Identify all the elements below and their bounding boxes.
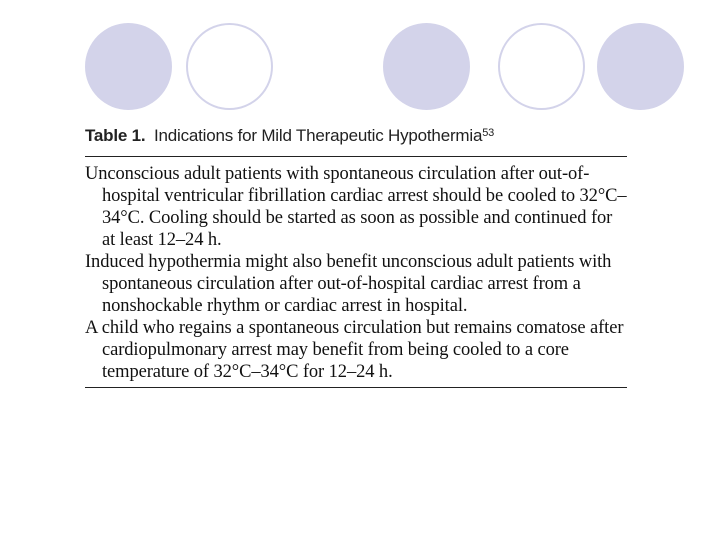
filled-circle [85, 23, 172, 110]
filled-circle [383, 23, 470, 110]
bottom-rule [85, 387, 627, 388]
table-label: Table 1. [85, 126, 146, 145]
table-caption [85, 125, 627, 147]
indication-list [85, 157, 627, 387]
outline-circle [186, 23, 273, 110]
outline-circle [498, 23, 585, 110]
indication-adult-nonshockable: Induced hypothermia might also benefit unconscious adult patients with spontaneous circulation after out-of-hospital cardiac arrest from a nonshockable rhythm or cardiac arrest in hospital. [85, 252, 612, 316]
indication-child: A child who regains a spontaneous circulation but remains comatose after cardiopulmonary arrest may benefit from being cooled to a core temperature of 32°C–34°C for 12–24 h. [85, 318, 624, 382]
indication-adult-vf: Unconscious adult patients with spontaneous circulation after out-of-hospital ventricular fibrillation cardiac arrest should be cooled to 32°C–34°C. Cooling should be started as soon as possible and continued for at least 12–24 h. [85, 164, 627, 250]
table-title: Indications for Mild Therapeutic Hypothermia [153, 126, 483, 145]
filled-circle [597, 23, 684, 110]
hypothermia-table [85, 125, 627, 388]
reference-superscript: 53 [482, 127, 495, 139]
